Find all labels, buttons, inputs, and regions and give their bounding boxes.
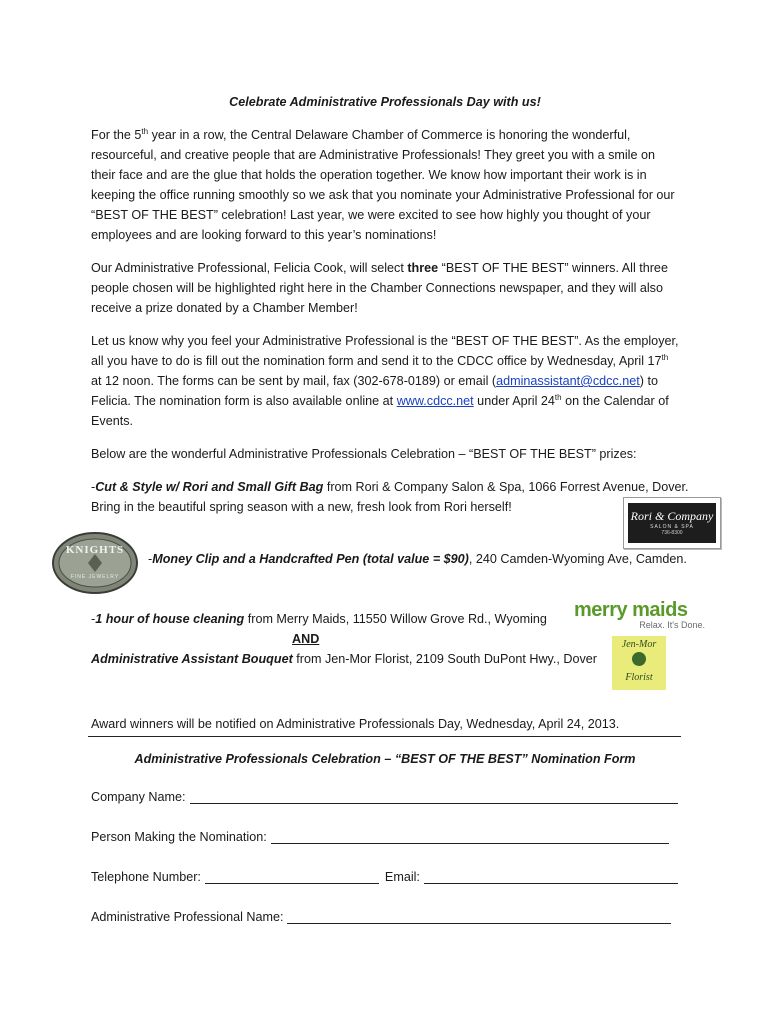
company-label: Company Name:	[91, 790, 186, 804]
intro-text-rest: year in a row, the Central Delaware Chamber of Commerce is honoring the wonderful, resourceful, and creative people that are Administrative Professionals! They greet you with a smile on their face and are the glue that holds the operation together. We know how important their work is in keeping the office running smoothly so we ask that you nominate your Administrative Professional for our “BEST OF THE BEST” celebration! Last year, we were excited to see how highly you thought of your employees and are looking forward to this year’s nominations!	[91, 128, 675, 242]
email-link[interactable]: adminassistant@cdcc.net	[496, 374, 640, 388]
prize-rori-item: Cut & Style w/ Rori and Small Gift Bag	[95, 480, 324, 494]
person-label: Person Making the Nomination:	[91, 830, 267, 844]
jenmor-florist-logo	[612, 636, 666, 690]
superscript: th	[554, 392, 562, 402]
prize-rori-details: from Rori & Company Salon & Spa, 1066 Forrest Avenue, Dover. Bring in the beautiful spring season with a new, fresh look from Rori herself!	[91, 480, 689, 514]
phone-input-line[interactable]	[205, 869, 379, 884]
admin-field	[91, 906, 671, 924]
email-label: Email:	[384, 870, 420, 884]
instructions-text-e: on the Calendar of Events.	[91, 394, 669, 428]
intro-paragraph	[91, 125, 681, 245]
jenmor-logo-name: Jen-Mor	[621, 639, 657, 650]
form-title: Administrative Professionals Celebration – “BEST OF THE BEST” Nomination Form	[134, 752, 636, 766]
prize-bouquet	[91, 649, 601, 669]
instructions-text-a: Let us know why you feel your Administrative Professional is the “BEST OF THE BEST”. As the employer, all you have to do is fill out the nomination form and send it to the CDCC office by Wednesday, April 17	[91, 334, 679, 368]
prize-dash: -	[91, 480, 96, 494]
prize-rori	[91, 477, 691, 517]
prize-dash: -	[148, 552, 153, 566]
rori-company-logo	[623, 497, 721, 549]
knights-badge-icon	[52, 532, 138, 594]
website-link[interactable]: www.cdcc.net	[396, 394, 474, 408]
and-label: AND	[292, 632, 320, 646]
prize-merry-maids	[91, 609, 591, 629]
selection-text-start: Our Administrative Professional, Felicia Cook, will select	[91, 261, 408, 275]
prize-knights-details: , 240 Camden-Wyoming Ave, Camden.	[468, 552, 687, 566]
prize-knights	[148, 549, 688, 569]
prize-bouquet-details: from Jen-Mor Florist, 2109 South DuPont Hwy., Dover	[292, 652, 597, 666]
rori-logo-phone: 736-8300	[661, 530, 683, 536]
award-notice: Award winners will be notified on Administrative Professionals Day, Wednesday, April 24, 2013.	[91, 717, 620, 731]
prizes-intro: Below are the wonderful Administrative Professionals Celebration – “BEST OF THE BEST” prizes:	[91, 447, 637, 461]
company-field	[91, 786, 678, 804]
prize-dash: -	[91, 612, 96, 626]
rori-logo-sub: SALON & SPA	[650, 524, 694, 530]
superscript: th	[661, 352, 669, 362]
divider-line	[88, 736, 681, 737]
prize-cleaning-item: 1 hour of house cleaning	[95, 612, 245, 626]
phone-email-field	[91, 866, 678, 884]
admin-label: Administrative Professional Name:	[91, 910, 284, 924]
knights-logo-sub: FINE JEWELRY	[70, 574, 120, 580]
superscript: th	[141, 126, 149, 136]
email-input-line[interactable]	[424, 869, 678, 884]
knights-logo-text: KNIGHTS	[65, 544, 125, 556]
merry-maids-tagline: Relax. It's Done.	[639, 620, 705, 630]
knights-jewelry-logo	[52, 532, 138, 594]
instructions-text-c: ) to Felicia. The nomination form is also available online at	[91, 374, 658, 408]
prize-knights-item: Money Clip and a Handcrafted Pen (total value = $90)	[152, 552, 469, 566]
rori-logo-panel	[628, 503, 716, 543]
prize-bouquet-item: Administrative Assistant Bouquet	[91, 652, 293, 666]
instructions-text-b: at 12 noon. The forms can be sent by mail, fax (302-678-0189) or email (	[91, 374, 497, 388]
merry-maids-name: merry maids	[574, 599, 688, 621]
selection-text-rest: “BEST OF THE BEST” winners. All three people chosen will be highlighted right here in the Chamber Connections newspaper, and they will also receive a prize donated by a Chamber Member!	[91, 261, 668, 315]
merry-maids-logo	[574, 600, 709, 632]
prize-cleaning-details: from Merry Maids, 11550 Willow Grove Rd., Wyoming	[244, 612, 547, 626]
admin-input-line[interactable]	[287, 909, 671, 924]
person-input-line[interactable]	[271, 829, 669, 844]
phone-label: Telephone Number:	[91, 870, 201, 884]
rori-logo-name: Rori & Company	[630, 509, 714, 523]
jenmor-logo-sub: Florist	[625, 672, 653, 683]
selection-paragraph	[91, 258, 681, 318]
flower-icon	[632, 652, 646, 666]
intro-text-start: For the 5	[91, 128, 142, 142]
person-field	[91, 826, 669, 844]
selection-bold-word: three	[407, 261, 439, 275]
instructions-paragraph	[91, 331, 681, 431]
page-title: Celebrate Administrative Professionals Day with us!	[229, 95, 541, 109]
company-input-line[interactable]	[190, 789, 678, 804]
instructions-text-d: under April 24	[473, 394, 555, 408]
